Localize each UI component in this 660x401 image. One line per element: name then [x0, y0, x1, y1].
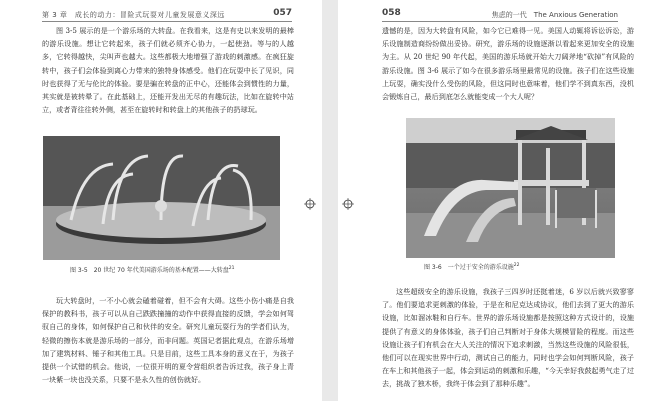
- right-paragraph-1: 遗憾的是，因为大转盘有风险，如今它已难得一见。美国人动辄将诉讼诉讼，游乐设施制造商纷纷做出妥协。研究，游乐场的设施逐渐以看起来更加安全的设施为主。从 20 世纪 90 年代起，美国的游乐场就开始大刀阔斧地“砍掉”有风险的游乐设施。图 3-6 展示了如今在很多游乐场里最常见的设施。孩子们在这些设施上玩耍，确实没什么受伤的风险，但这同时也意味着，他们学不到真东西，没机会锻炼自己，最后到底怎么就能变成一个大人呢？: [382, 26, 634, 102]
- registration-mark-left: [304, 198, 316, 210]
- figure-3-6-caption-text: 图 3-6 一个过于安全的游乐设施: [424, 264, 514, 271]
- registration-mark-right: [342, 198, 354, 210]
- header-rule: [382, 21, 618, 22]
- left-page-number: 057: [273, 8, 292, 18]
- right-page: [338, 0, 660, 401]
- playground-structure-illustration: [406, 118, 615, 258]
- right-page-header: [338, 8, 660, 22]
- header-rule: [42, 21, 292, 22]
- figure-3-6-note: 22: [513, 263, 520, 268]
- chapter-header: 第 3 章 成长的动力：冒险式玩耍对儿童发展意义深远: [42, 11, 225, 19]
- book-header: 焦虑的一代 The Anxious Generation: [491, 11, 618, 19]
- right-page-number: 058: [382, 8, 401, 18]
- book-gutter: [322, 0, 338, 401]
- playground-structure-photo: [406, 118, 615, 258]
- merry-go-round-photo: [43, 136, 280, 260]
- left-paragraph-2: 玩大转盘时，一不小心就会磕着碰着，但不会有大碍。这些小伤小痛是自我保护的教科书，孩子可以从自己跌跌撞撞的动作中获得直接的反馈，学会如何驾驭自己的身体，如何保护自己和伙伴的安全。研究儿童玩耍行为的学者们认为，轻微的擦伤本就是游乐场的一部分，而非问题。英国记者据此观点，在游乐场增加了建筑材料、锤子和其他工具。只是目前，这些工具本身的意义在于，为孩子提供一个试错的机会。他说，一位很开明的夏令营组织者告诉过我，孩子身上青一块紫一块也没关系，只要不是永久性的创伤就好。: [42, 296, 294, 385]
- figure-3-5-note: 21: [228, 266, 235, 271]
- right-paragraph-2: 这些超级安全的游乐设施，我孩子三四岁时还挺着迷，6 岁以后就兴致寥寥了。他们要追求更刺激的体验，于是在和尼克达成协议，他们去到了更大的游乐设施，比如溜冰鞋和自行车。世界的游乐场设施都是按照这种方式设计的，设施提供了有意义的身体体验，孩子们自己判断对于身体大规模冒险的程度。而这些设施让孩子们有机会在大人关注的情况下追求刺激，当然这些设施的风险很低，他们可以在现实世界中行动，测试自己的能力，同时也学会如何判断风险，孩子在车上和其他孩子一起，体会到运动的刺激和乐趣，“今天幸好我鼓起勇气走了过去，挑战了独木桥，我终于体会到了那种乐趣”。: [382, 287, 634, 389]
- merry-go-round-illustration: [43, 136, 280, 260]
- left-page: [0, 0, 322, 401]
- figure-3-6-caption: [424, 262, 519, 271]
- figure-3-5-caption-text: 图 3-5 20 世纪 70 年代美国游乐场的基本配置——大转盘: [70, 267, 229, 274]
- left-paragraph-1: 图 3-5 展示的是一个游乐场的大转盘。在我看来，这是有史以来发明的最棒的游乐设施。想让它转起来，孩子们就必须齐心协力，一起使劲。等与的人越多，它转得越快，尖叫声也越大。这些都极大地增强了游戏的刺激感。在疯狂旋转中，孩子们会体验到离心力带来的独特身体感受。他们在玩耍中长了见识，同时也获得了无与伦比的体验。要是骗在转盘的正中心，还能体会到惯性的力量，其实就是被转晕了。在此基础上，还能开发出无尽的有趣玩法，比如在旋转中站立，或者背往往转外侧，甚至在旋转时和转盘上的其他孩子的扔球玩。: [42, 26, 294, 115]
- figure-3-5-caption: [70, 265, 234, 274]
- left-page-header: [0, 8, 322, 22]
